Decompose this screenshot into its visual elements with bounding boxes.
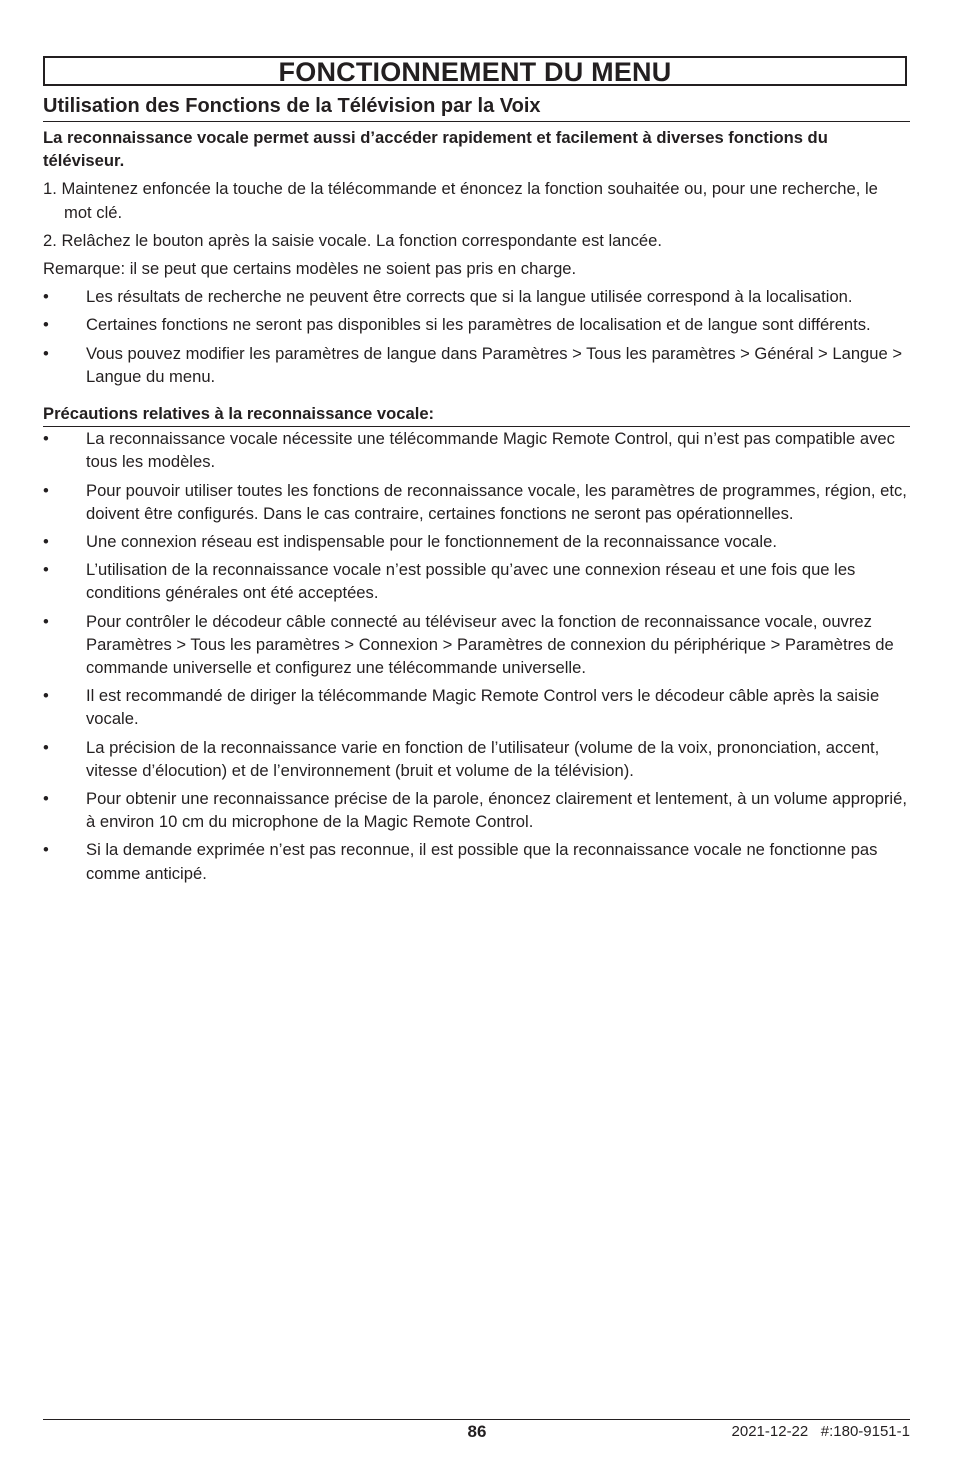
list-item <box>43 684 910 730</box>
list-item-text: Si la demande exprimée n’est pas reconnue, il est possible que la reconnaissance vocale ne fonctionne pas comme anticipé. <box>86 840 878 883</box>
bullet-icon: • <box>43 532 49 552</box>
list-item-text: Il est recommandé de diriger la télécommande Magic Remote Control vers le décodeur câble après la saisie vocale. <box>86 686 880 729</box>
intro-paragraph: La reconnaissance vocale permet aussi d’accéder rapidement et facilement à diverses fonctions du téléviseur. <box>43 128 828 171</box>
bullet-icon: • <box>43 560 49 580</box>
list-item-text: L’utilisation de la reconnaissance vocale n’est possible qu’avec une connexion réseau et une fois que les conditions générales ont été acceptées. <box>86 560 856 603</box>
list-item <box>43 427 910 473</box>
bullet-icon: • <box>43 840 49 860</box>
bullet-icon: • <box>43 611 49 631</box>
bullet-icon: • <box>43 686 49 706</box>
list-item-text: Pour contrôler le décodeur câble connecté au téléviseur avec la fonction de reconnaissance vocale, ouvrez Paramètres > Tous les paramètres > Connexion > Paramètres de connexion du périphérique > Paramètres de commande universelle et configurez une télécommande universelle. <box>86 611 894 678</box>
list-item <box>43 342 910 388</box>
bullet-icon: • <box>43 737 49 757</box>
bullet-icon: • <box>43 789 49 809</box>
list-item-text: La précision de la reconnaissance varie en fonction de l’utilisateur (volume de la voix, prononciation, accent, vitesse d’élocution) et de l’environnement (bruit et volume de la télévision). <box>86 737 880 780</box>
list-item <box>43 285 910 308</box>
page-title: FONCTIONNEMENT DU MENU <box>43 56 907 86</box>
list-item <box>43 479 910 525</box>
list-item-text: La reconnaissance vocale nécessite une télécommande Magic Remote Control, qui n’est pas compatible avec tous les modèles. <box>86 429 895 472</box>
list-item-text: Vous pouvez modifier les paramètres de langue dans Paramètres > Tous les paramètres > Général > Langue > Langue du menu. <box>86 343 903 386</box>
precautions-list <box>43 427 910 885</box>
list-item-text: Les résultats de recherche ne peuvent être corrects que si la langue utilisée correspond à la localisation. <box>86 287 853 307</box>
footer-divider <box>43 1419 910 1420</box>
list-item <box>43 530 910 553</box>
list-item <box>43 838 910 884</box>
list-item <box>43 787 910 833</box>
list-item <box>43 558 910 604</box>
list-item <box>43 313 910 336</box>
bullet-icon: • <box>43 480 49 500</box>
note-bullet-list <box>43 285 910 388</box>
list-item-text: Certaines fonctions ne seront pas disponibles si les paramètres de localisation et de langue sont différents. <box>86 315 871 335</box>
step-1: 1. Maintenez enfoncée la touche de la télécommande et énoncez la fonction souhaitée ou, pour une recherche, le mot clé. <box>43 179 878 222</box>
bullet-icon: • <box>43 315 49 335</box>
list-item-text: Pour obtenir une reconnaissance précise de la parole, énoncez clairement et lentement, à un volume approprié, à environ 10 cm du microphone de la Magic Remote Control. <box>86 789 907 832</box>
section-heading: Utilisation des Fonctions de la Télévision par la Voix <box>43 93 910 122</box>
bullet-icon: • <box>43 429 49 449</box>
list-item-text: Une connexion réseau est indispensable pour le fonctionnement de la reconnaissance vocale. <box>86 532 777 552</box>
step-2: 2. Relâchez le bouton après la saisie vocale. La fonction correspondante est lancée. <box>43 230 662 250</box>
page-number: 86 <box>467 1422 487 1441</box>
bullet-icon: • <box>43 287 49 307</box>
list-item-text: Pour pouvoir utiliser toutes les fonctions de reconnaissance vocale, les paramètres de programmes, région, etc, doivent être configurés. Dans le cas contraire, certaines fonctions ne seront pas opérationnelles. <box>86 480 907 523</box>
note-paragraph: Remarque: il se peut que certains modèles ne soient pas pris en charge. <box>43 259 577 279</box>
precautions-heading: Précautions relatives à la reconnaissance vocale: <box>43 402 910 427</box>
list-item <box>43 610 910 680</box>
main-content <box>43 126 910 890</box>
document-reference: 2021-12-22 #:180-9151-1 <box>731 1423 910 1440</box>
bullet-icon: • <box>43 343 49 363</box>
list-item <box>43 736 910 782</box>
